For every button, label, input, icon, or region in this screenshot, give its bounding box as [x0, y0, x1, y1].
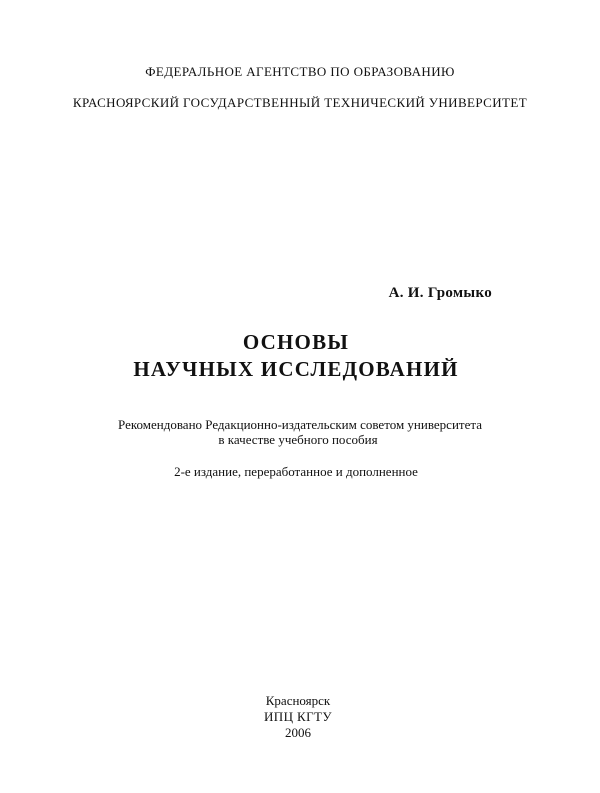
- book-title-line-1: ОСНОВЫ: [242, 330, 350, 354]
- agency-name: ФЕДЕРАЛЬНОЕ АГЕНТСТВО ПО ОБРАЗОВАНИЮ: [145, 64, 455, 79]
- edition-note: 2-е издание, переработанное и дополненное: [174, 464, 418, 479]
- university-name: КРАСНОЯРСКИЙ ГОСУДАРСТВЕННЫЙ ТЕХНИЧЕСКИЙ УНИВЕРСИТЕТ: [72, 95, 528, 110]
- imprint-city: Красноярск: [265, 693, 331, 708]
- author-name: А. И. Громыко: [388, 285, 492, 301]
- book-title-line-2: НАУЧНЫХ ИССЛЕДОВАНИЙ: [133, 357, 459, 381]
- imprint-year: 2006: [285, 725, 311, 740]
- recommendation-line-2: в качестве учебного пособия: [218, 432, 378, 447]
- recommendation-line-1: Рекомендовано Редакционно-издательским советом университета: [118, 417, 482, 432]
- imprint-publisher: ИПЦ КГТУ: [264, 709, 332, 724]
